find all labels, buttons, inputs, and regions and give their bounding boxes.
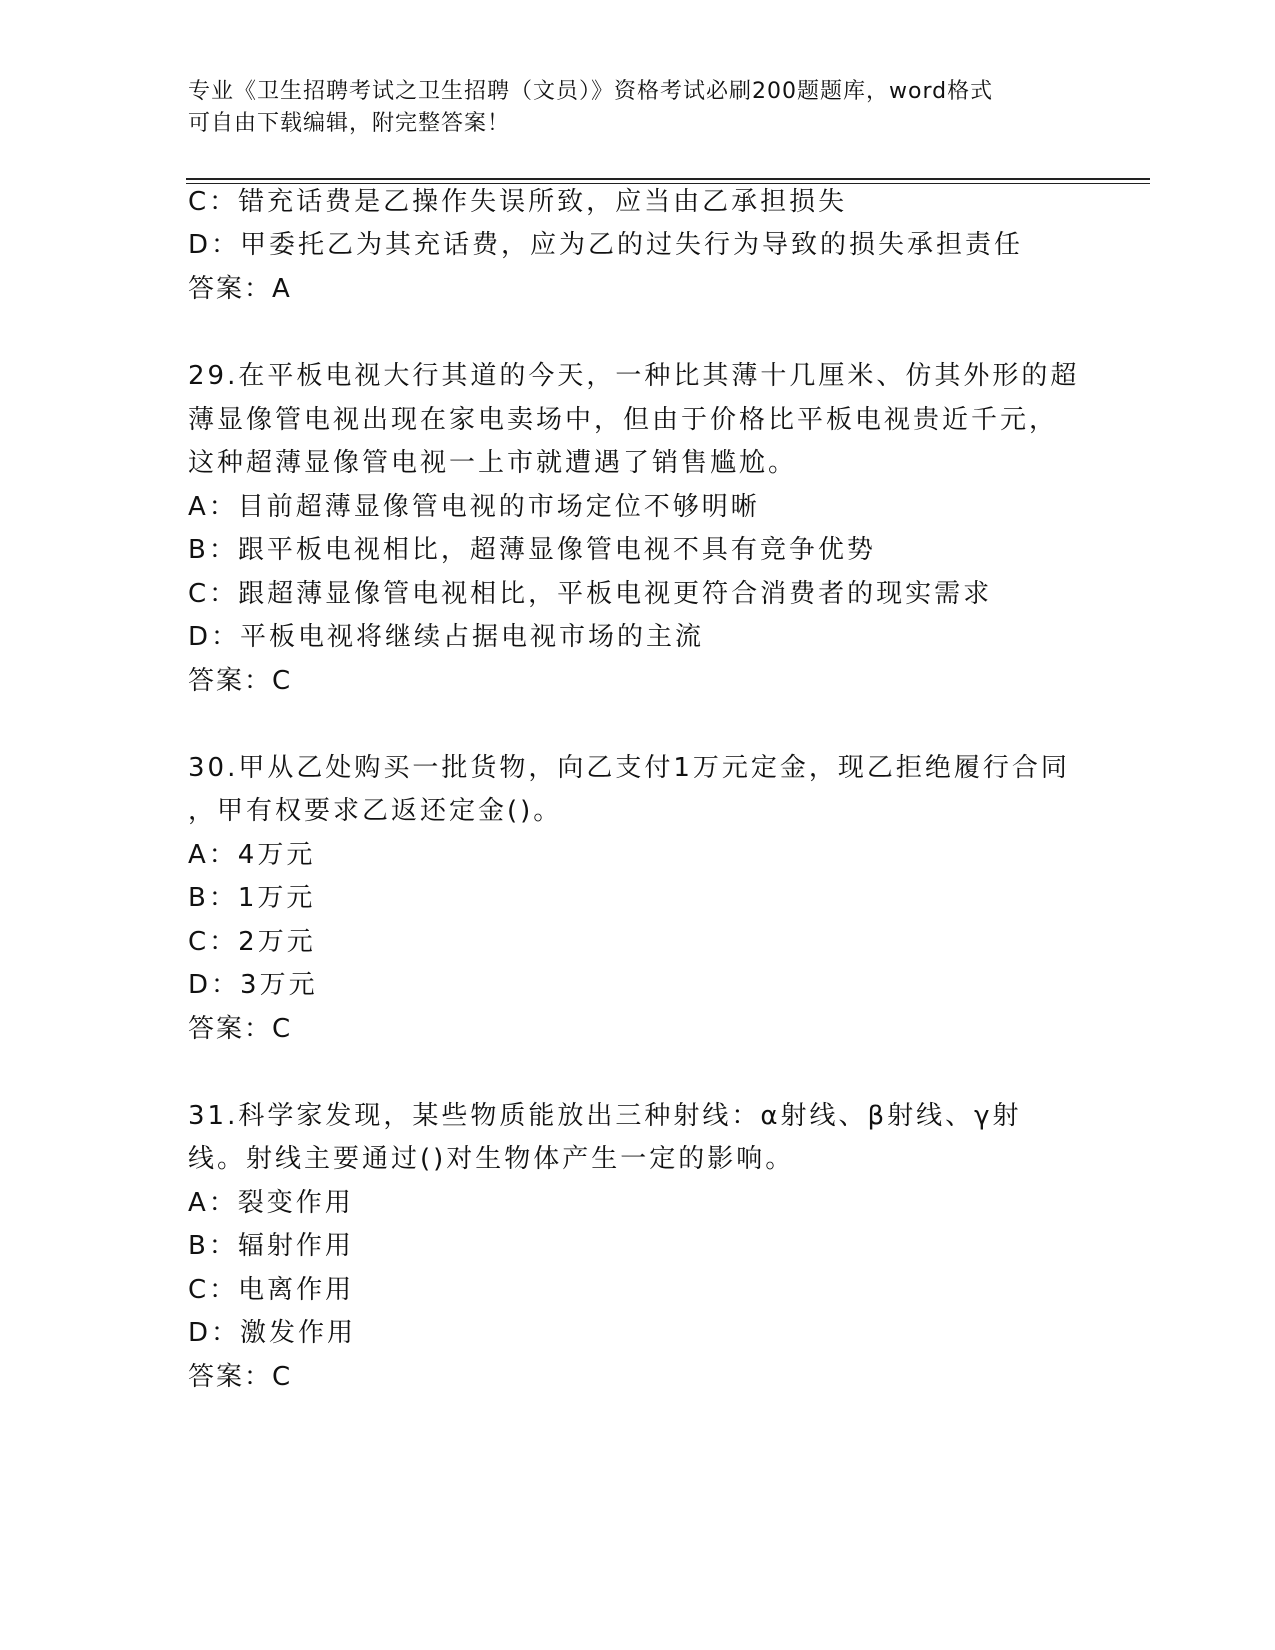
q30-stem-line-2: ，甲有权要求乙返还定金()。	[188, 796, 563, 826]
header-divider-thick	[186, 178, 1150, 180]
q29-answer: 答案：C	[188, 666, 293, 696]
prev-question-option-d: D：甲委托乙为其充话费，应为乙的过失行为导致的损失承担责任	[188, 230, 1024, 260]
prev-question-option-c: C：错充话费是乙操作失误所致，应当由乙承担损失	[188, 187, 848, 217]
q29-option-d: D：平板电视将继续占据电视市场的主流	[188, 622, 705, 652]
q31-option-a: A：裂变作用	[188, 1188, 354, 1218]
q31-stem-line-1: 31.科学家发现，某些物质能放出三种射线：α射线、β射线、γ射	[188, 1101, 1022, 1131]
q29-option-b: B：跟平板电视相比，超薄显像管电视不具有竞争优势	[188, 535, 876, 565]
q30-option-a: A：4万元	[188, 840, 316, 870]
q30-option-b: B：1万元	[188, 883, 316, 913]
q30-option-c: C：2万元	[188, 927, 316, 957]
q29-stem-line-3: 这种超薄显像管电视一上市就遭遇了销售尴尬。	[188, 448, 798, 478]
q31-option-d: D：激发作用	[188, 1318, 357, 1348]
q31-option-c: C：电离作用	[188, 1275, 355, 1305]
header-title-line-2: 可自由下载编辑，附完整答案！	[188, 111, 511, 136]
q31-answer: 答案：C	[188, 1362, 293, 1392]
q30-stem-line-1: 30.甲从乙处购买一批货物，向乙支付1万元定金，现乙拒绝履行合同	[188, 753, 1070, 783]
q29-stem-line-1: 29.在平板电视大行其道的今天，一种比其薄十几厘米、仿其外形的超	[188, 361, 1080, 391]
q30-answer: 答案：C	[188, 1014, 293, 1044]
q30-option-d: D：3万元	[188, 970, 318, 1000]
document-header	[188, 76, 1088, 140]
prev-question-answer: 答案：A	[188, 274, 292, 304]
q29-stem-line-2: 薄显像管电视出现在家电卖场中，但由于价格比平板电视贵近千元，	[188, 405, 1059, 435]
header-divider-thin	[186, 183, 1150, 184]
q29-option-a: A：目前超薄显像管电视的市场定位不够明晰	[188, 492, 760, 522]
header-title-line-1: 专业《卫生招聘考试之卫生招聘（文员）》资格考试必刷200题题库，word格式	[188, 79, 994, 104]
q31-option-b: B：辐射作用	[188, 1231, 354, 1261]
q29-option-c: C：跟超薄显像管电视相比，平板电视更符合消费者的现实需求	[188, 579, 993, 609]
q31-stem-line-2: 线。射线主要通过()对生物体产生一定的影响。	[188, 1144, 795, 1174]
